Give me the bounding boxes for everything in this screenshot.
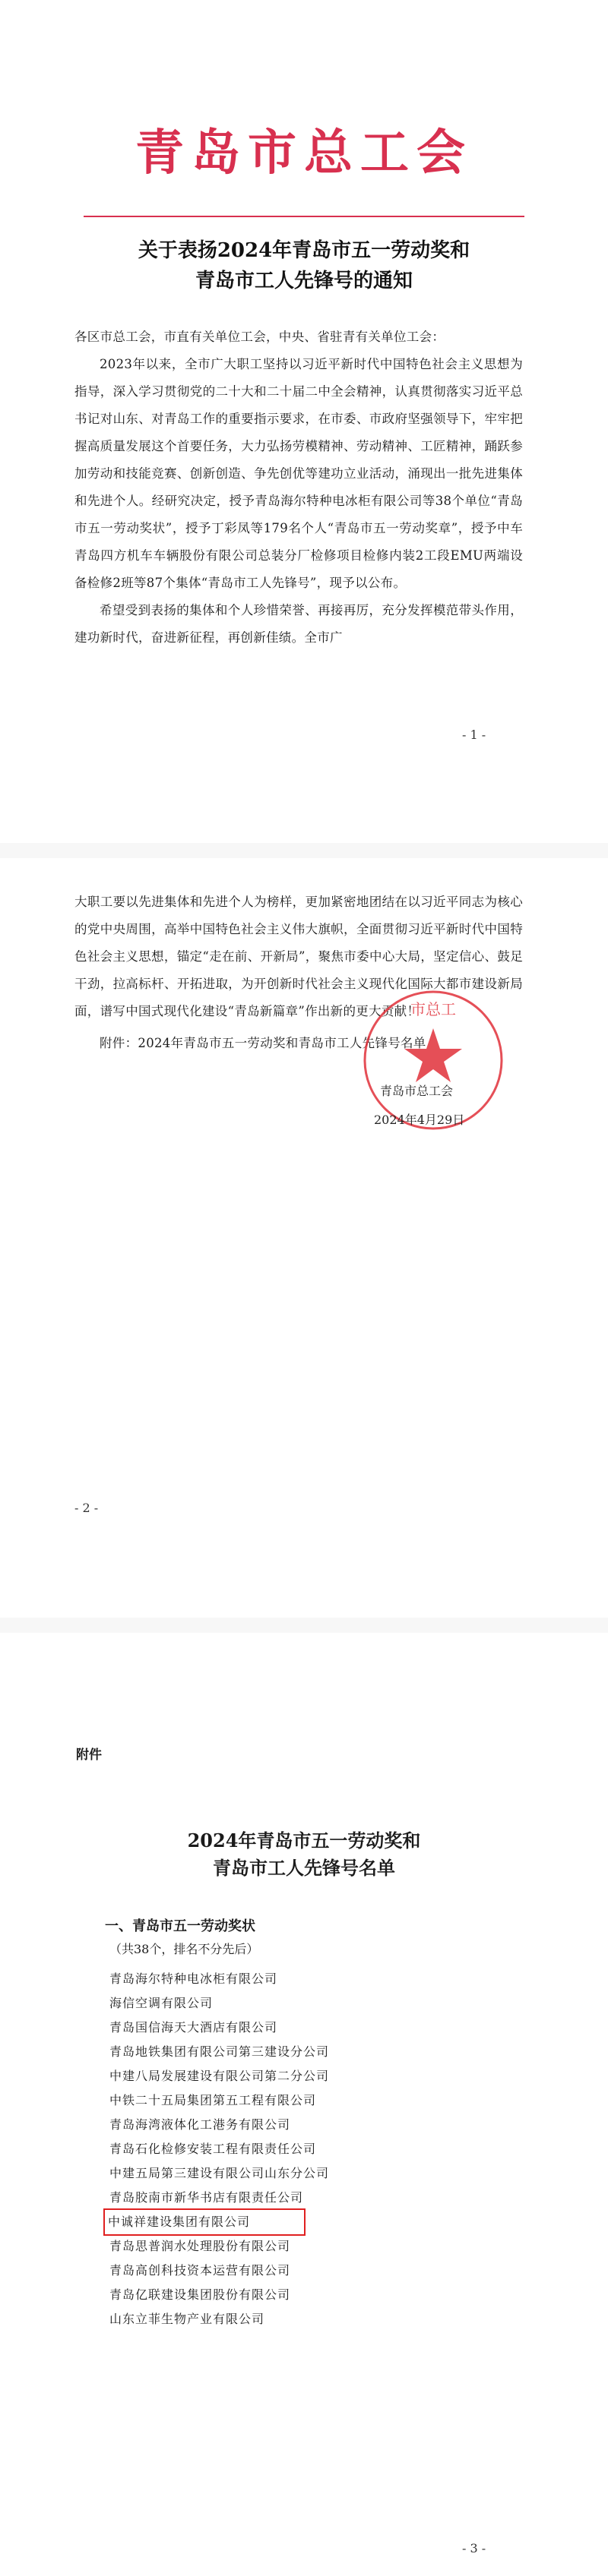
attachment-reference: 附件：2024年青岛市五一劳动奖和青岛市工人先锋号名单 (100, 1036, 426, 1050)
list-item: 青岛国信海天大酒店有限公司 (109, 2020, 278, 2035)
list-item: 青岛思普润水处理股份有限公司 (109, 2239, 291, 2253)
page-number: - 1 - (462, 728, 486, 742)
list-item: 青岛海尔特种电冰柜有限公司 (109, 1971, 278, 1986)
signer-name: 青岛市总工会 (380, 1084, 454, 1098)
list-item: 青岛地铁集团有限公司第三建设分公司 (109, 2044, 330, 2059)
awarded-organization-list (106, 1967, 486, 2331)
list-title-line-2: 青岛市工人先锋号名单 (213, 1857, 395, 1879)
org-letterhead-title: 青岛市总工会 (135, 125, 473, 182)
letterhead-red-rule (84, 216, 524, 217)
document-page-1 (0, 0, 608, 843)
notice-paragraph-2: 希望受到表扬的集体和个人珍惜荣誉、再接再厉，充分发挥模范带头作用，建功新时代，奋进新征程，再创新佳绩。全市广 (74, 603, 523, 645)
attachment-label: 附件 (76, 1747, 102, 1763)
notice-title-line-2: 青岛市工人先锋号的通知 (195, 270, 413, 292)
list-item: 青岛亿联建设集团股份有限公司 (109, 2287, 291, 2302)
list-title (0, 1827, 608, 1882)
document-page-2 (0, 858, 608, 1618)
list-item: 中建五局第三建设有限公司山东分公司 (109, 2166, 330, 2180)
list-item-highlighted: 中诚祥建设集团有限公司 (105, 2210, 304, 2234)
section-heading: 一、青岛市五一劳动奖状 (105, 1918, 255, 1934)
list-item: 青岛海湾液体化工港务有限公司 (109, 2117, 291, 2132)
page-number: - 2 - (74, 1501, 99, 1515)
notice-paragraph-1: 2023年以来，全市广大职工坚持以习近平新时代中国特色社会主义思想为指导，深入学习贯彻党的二十大和二十届二中全会精神，认真贯彻落实习近平总书记对山东、对青岛工作的重要指示要求，在市委、市政府坚强领导下，牢牢把握高质量发展这个首要任务，大力弘扬劳模精神、劳动精神、工匠精神，踊跃参加劳动和技能竞赛、创新创造、争先创优等建功立业活动，涌现出一批先进集体和先进个人。经研究决定，授予青岛海尔特种电冰柜有限公司等38个单位“青岛市五一劳动奖状”，授予丁彩凤等179名个人“青岛市五一劳动奖章”，授予中车青岛四方机车车辆股份有限公司总装分厂检修项目检修内装2工段EMU两端设备检修2班等87个集体“青岛市工人先锋号”，现予以公布。 (74, 357, 523, 590)
page-separator (0, 843, 608, 858)
list-title-line-1: 2024年青岛市五一劳动奖和 (187, 1829, 421, 1852)
list-item: 青岛石化检修安装工程有限责任公司 (109, 2142, 317, 2156)
list-item: 青岛高创科技资本运营有限公司 (109, 2263, 291, 2278)
notice-body (74, 324, 523, 652)
list-item: 中建八局发展建设有限公司第二分公司 (109, 2069, 330, 2083)
list-item: 山东立菲生物产业有限公司 (109, 2312, 265, 2326)
list-item: 青岛胶南市新华书店有限责任公司 (109, 2190, 304, 2205)
notice-paragraph-continued: 大职工要以先进集体和先进个人为榜样，更加紧密地团结在以习近平同志为核心的党中央周围，高举中国特色社会主义伟大旗帜，全面贯彻习近平新时代中国特色社会主义思想，锚定“走在前、开新局”，聚焦市委中心大局，坚定信心、鼓足干劲，拉高标杆、开拓进取，为开创新时代社会主义现代化国际大都市建设新局面，谱写中国式现代化建设“青岛新篇章”作出新的更大贡献！ (74, 895, 523, 1018)
page-number: - 3 - (462, 2541, 486, 2555)
signing-date: 2024年4月29日 (374, 1113, 465, 1127)
notice-title-line-1: 关于表扬2024年青岛市五一劳动奖和 (138, 239, 470, 262)
salutation: 各区市总工会，市直有关单位工会，中央、省驻青有关单位工会： (74, 330, 445, 344)
page-separator (0, 1618, 608, 1633)
seal-text: 市总工 (410, 1000, 456, 1018)
list-item: 中铁二十五局集团第五工程有限公司 (109, 2093, 317, 2107)
list-item: 海信空调有限公司 (109, 1996, 214, 2010)
section-note: （共38个，排名不分先后） (109, 1942, 259, 1956)
